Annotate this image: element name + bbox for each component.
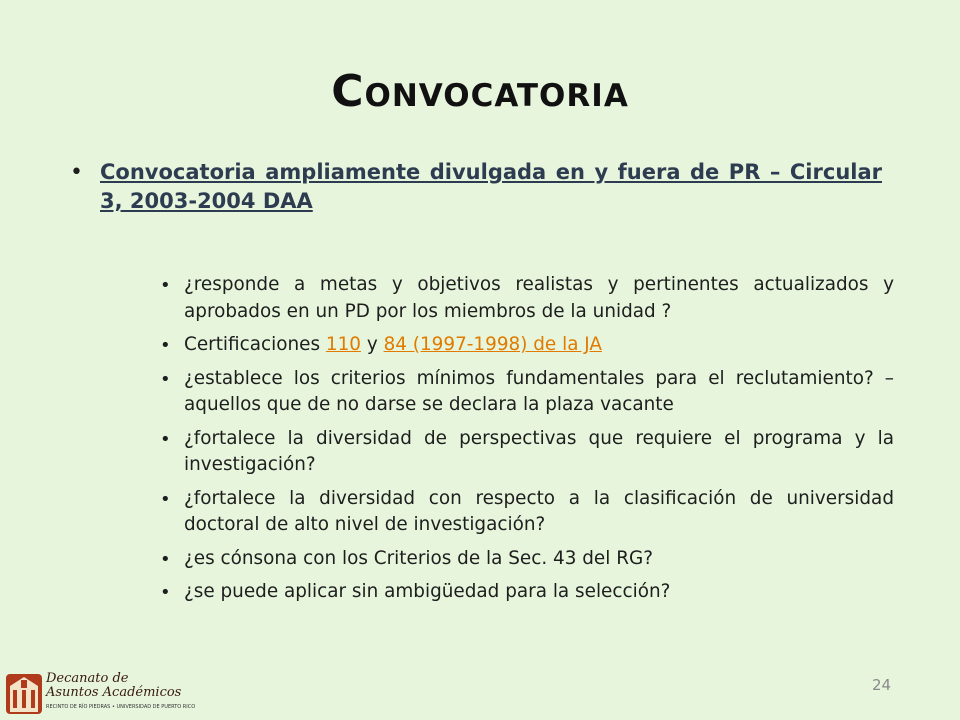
logo-line2: Asuntos Académicos (46, 685, 182, 700)
main-bullet (70, 158, 882, 216)
sub-bullet-text (184, 332, 894, 359)
bullet-dot: • (160, 548, 171, 570)
certificaciones-label: Certificaciones (184, 334, 326, 355)
bullet-dot: • (160, 428, 171, 450)
sub-bullet-text: ¿establece los criterios mínimos fundamentales para el reclutamiento? – aquellos que de no darse se declara la plaza vacante (184, 367, 894, 415)
logo-name (46, 672, 181, 700)
sub-bullet-item (160, 579, 894, 606)
sub-bullet-item (160, 486, 894, 539)
decanato-logo (2, 668, 196, 718)
sub-bullet-text: ¿es cónsona con los Criterios de la Sec. 43 del RG? (184, 547, 653, 569)
sub-bullet-text: ¿responde a metas y objetivos realistas y pertinentes actualizados y aprobados en un PD por los miembros de la unidad ? (184, 274, 894, 322)
link-certificacion-110[interactable]: 110 (325, 334, 361, 355)
slide-title (0, 62, 960, 122)
sub-bullet-item (160, 332, 894, 359)
sub-bullet-item (160, 546, 894, 573)
sub-bullet-item (160, 366, 894, 419)
page-number: 24 (872, 676, 892, 694)
link-certificacion-84[interactable]: 84 (1997-1998) de la JA (383, 334, 602, 355)
sub-bullet-text: ¿fortalece la diversidad de perspectivas que requiere el programa y la investigación? (184, 427, 894, 475)
sub-bullet-item (160, 272, 894, 325)
bullet-dot: • (160, 275, 171, 296)
bullet-dot: • (160, 582, 171, 603)
bullet-dot: • (160, 488, 171, 510)
logo-line1: Decanato de (46, 671, 129, 686)
sub-bullet-text: ¿se puede aplicar sin ambigüedad para la selección? (184, 581, 671, 602)
bullet-dot: • (160, 368, 171, 390)
sub-bullet-text: ¿fortalece la diversidad con respecto a la clasificación de universidad doctoral de alto nivel de investigación? (184, 487, 894, 535)
conjunction-text: y (360, 334, 384, 355)
bullet-dot: • (160, 335, 171, 356)
bullet-dot: • (70, 160, 83, 185)
slide-title-text: Convocatoria (331, 66, 629, 117)
main-bullet-text: Convocatoria ampliamente divulgada en y fuera de PR – Circular 3, 2003-2004 DAA (100, 160, 882, 213)
sub-bullet-list (160, 272, 894, 613)
sub-bullet-item (160, 426, 894, 479)
logo-subtitle: RECINTO DE RÍO PIEDRAS • UNIVERSIDAD DE PUERTO RICO (46, 704, 196, 710)
building-emblem-icon (4, 672, 44, 716)
